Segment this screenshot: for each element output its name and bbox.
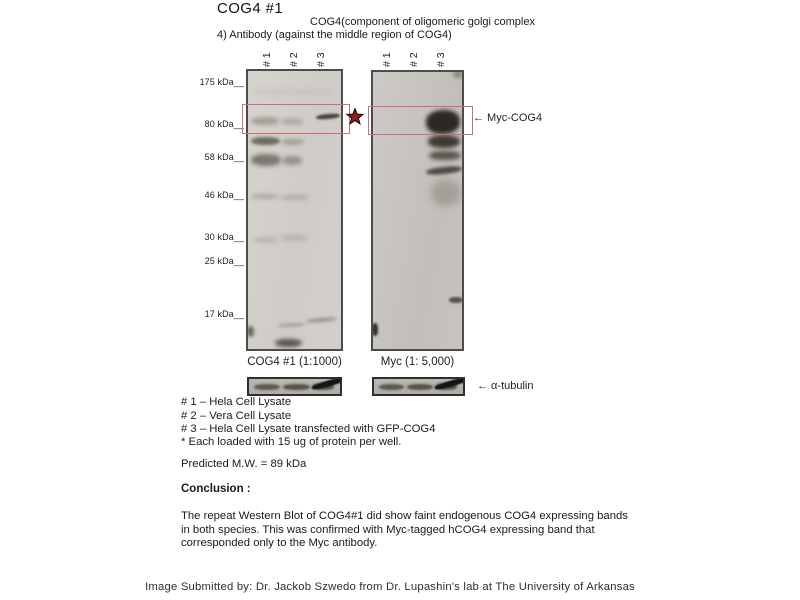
lane-label: # 1 bbox=[261, 52, 273, 67]
blot-band bbox=[275, 339, 302, 347]
lane-label: # 1 bbox=[381, 52, 393, 67]
legend-line-2: # 2 – Vera Cell Lysate bbox=[181, 409, 292, 422]
tubulin-band bbox=[283, 384, 310, 390]
blot-band bbox=[251, 137, 280, 145]
tubulin-band bbox=[379, 384, 404, 390]
blot-band bbox=[247, 326, 254, 337]
predicted-mw-text: Predicted M.W. = 89 kDa bbox=[181, 458, 307, 470]
blot-band bbox=[251, 154, 281, 166]
blot-band bbox=[306, 317, 337, 324]
tubulin-strip-right bbox=[372, 377, 465, 396]
left-blot-caption: COG4 #1 (1:1000) bbox=[247, 356, 342, 368]
alpha-tubulin-arrow-label: ← α-tubulin bbox=[477, 380, 534, 392]
blot-band bbox=[449, 297, 463, 303]
tubulin-band bbox=[254, 384, 280, 390]
conclusion-body: The repeat Western Blot of COG4#1 did show faint endogenous COG4 expressing bands in both species. This was confirmed with Myc-tagged hCOG4 expressing band that corresponded only to the Myc antibody. bbox=[181, 510, 628, 550]
blot-band bbox=[251, 89, 336, 95]
right-blot-caption: Myc (1: 5,000) bbox=[380, 356, 455, 368]
mw-marker-label: 80 kDa__ bbox=[204, 119, 244, 129]
blot-band bbox=[372, 323, 378, 336]
page-title: COG4 #1 bbox=[217, 0, 284, 17]
lane-label: # 2 bbox=[408, 52, 420, 67]
blot-band bbox=[280, 195, 309, 200]
blot-band bbox=[253, 237, 279, 243]
mw-marker-label: 30 kDa__ bbox=[204, 232, 244, 242]
mw-marker-label: 46 kDa__ bbox=[204, 190, 244, 200]
blot-band bbox=[429, 151, 461, 160]
mw-marker-label: 17 kDa__ bbox=[204, 309, 244, 319]
blot-band bbox=[453, 70, 463, 78]
mw-marker-label: 175 kDa__ bbox=[199, 77, 244, 87]
mw-marker-label: 25 kDa__ bbox=[204, 256, 244, 266]
subtitle-line-2: 4) Antibody (against the middle region of COG4) bbox=[217, 29, 452, 41]
footer-attribution: Image Submitted by: Dr. Jackob Szwedo from Dr. Lupashin's lab at The University of Arkansas bbox=[145, 581, 635, 593]
mw-marker-label: 58 kDa__ bbox=[204, 152, 244, 162]
legend-line-4: * Each loaded with 15 ug of protein per well. bbox=[181, 436, 402, 448]
tubulin-strip-left bbox=[247, 377, 342, 396]
blot-band bbox=[251, 194, 278, 199]
blot-band bbox=[426, 165, 463, 176]
lane-label: # 3 bbox=[315, 52, 327, 67]
highlight-box-left bbox=[242, 104, 350, 134]
blot-band bbox=[428, 135, 460, 148]
blot-band bbox=[282, 156, 302, 165]
lane-label: # 2 bbox=[288, 52, 300, 67]
tubulin-band bbox=[407, 384, 433, 390]
blot-band bbox=[431, 180, 461, 206]
blot-band bbox=[278, 322, 305, 327]
conclusion-heading: Conclusion : bbox=[181, 483, 251, 495]
highlight-box-right bbox=[368, 106, 473, 135]
lane-label: # 3 bbox=[435, 52, 447, 67]
legend-line-1: # 1 – Hela Cell Lysate bbox=[181, 396, 292, 408]
blot-band bbox=[281, 235, 308, 241]
blot-band bbox=[282, 139, 304, 145]
star-icon bbox=[346, 108, 364, 126]
subtitle-line-1: COG4(component of oligomeric golgi complex bbox=[310, 16, 535, 28]
myc-cog4-arrow-label: ← Myc-COG4 bbox=[473, 112, 543, 124]
legend-line-3: # 3 – Hela Cell Lysate transfected with GFP-COG4 bbox=[181, 423, 436, 435]
